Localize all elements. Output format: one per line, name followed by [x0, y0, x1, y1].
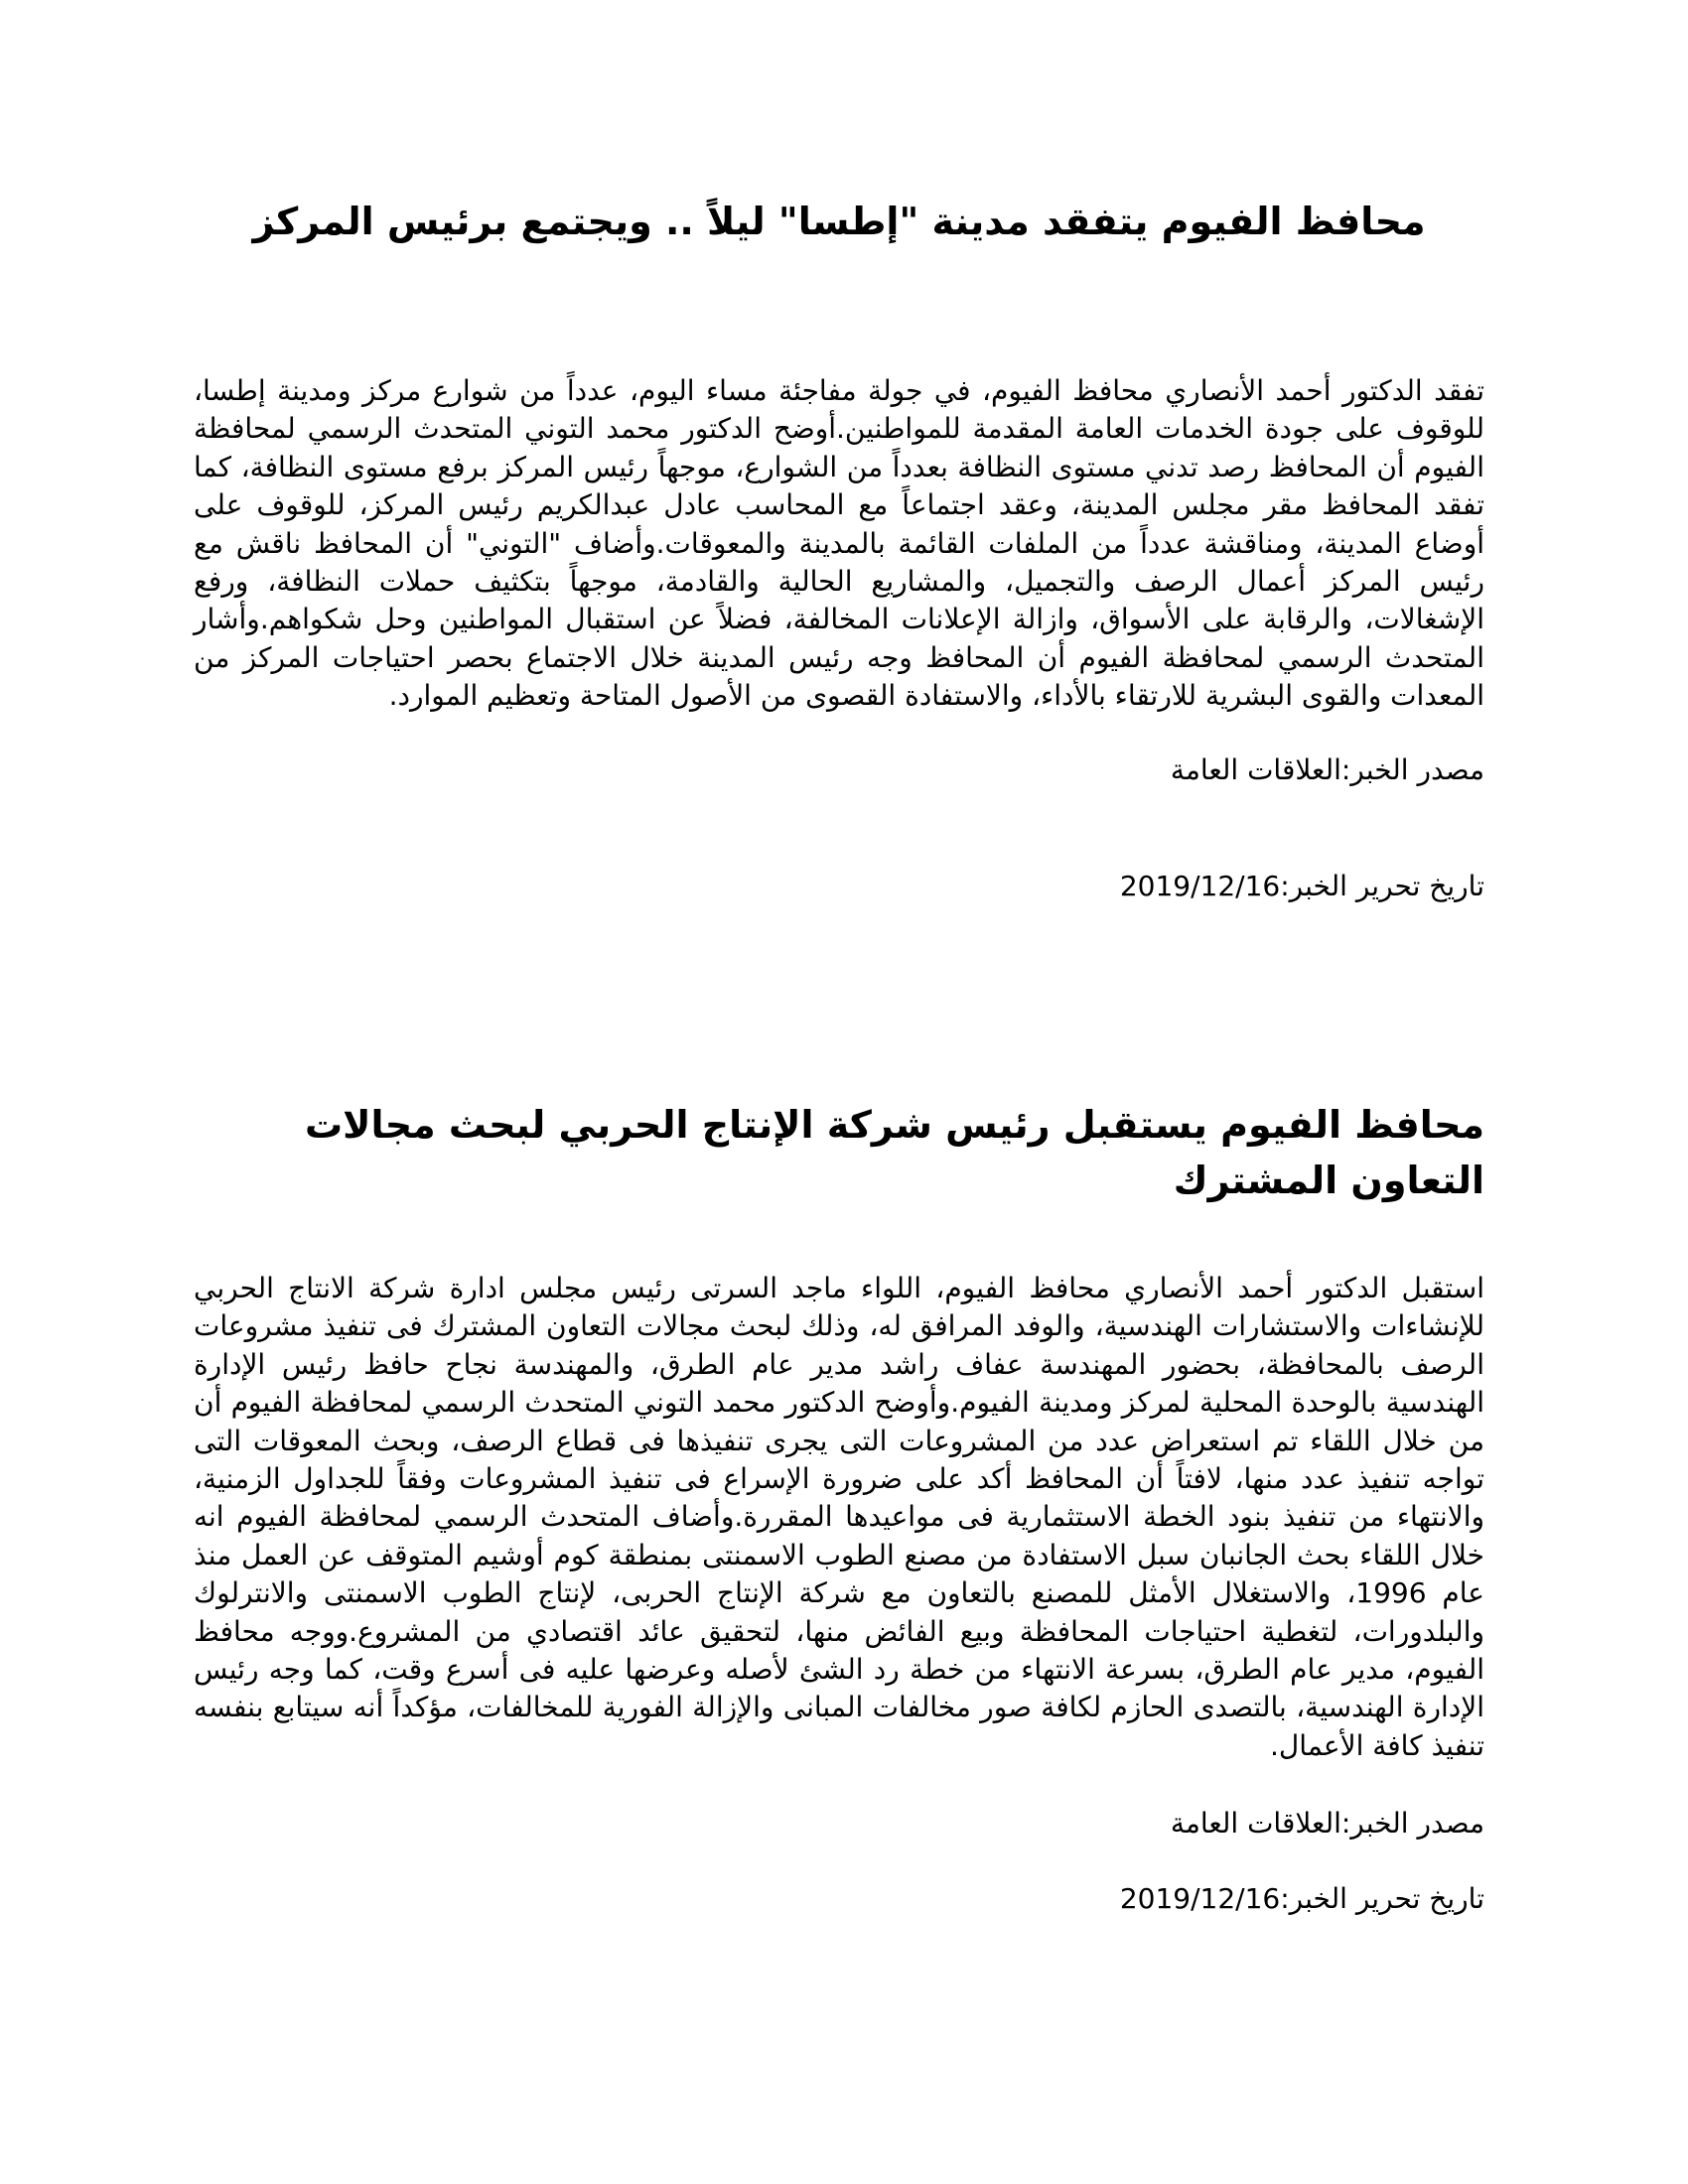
article-date: تاريخ تحرير الخبر:2019/12/16 [1119, 869, 1484, 902]
article-title: محافظ الفيوم يستقبل رئيس شركة الإنتاج الحربي لبحث مجالات التعاون المشترك [304, 1103, 1484, 1202]
news-article [194, 194, 1484, 905]
article-source: مصدر الخبر:العلاقات العامة [1170, 1807, 1484, 1841]
article-source: مصدر الخبر:العلاقات العامة [1170, 752, 1484, 786]
article-title: محافظ الفيوم يتفقد مدينة "إطسا" ليلاً .. ويجتمع برئيس المركز [252, 200, 1426, 243]
article-body: تفقد الدكتور أحمد الأنصاري محافظ الفيوم، في جولة مفاجئة مساء اليوم، عدداً من شوارع مركز ومدينة إطسا، للوقوف على جودة الخدمات العامة المقدمة للمواطنين.أوضح الدكتور محمد التوني المتحدث الرسمي لمحافظة الفيوم أن المحافظ رصد تدني مستوى النظافة بعدداً من الشوارع، موجهاً رئيس المركز برفع مستوى النظافة، كما تفقد المحافظ مقر مجلس المدينة، وعقد اجتماعاً مع المحاسب عادل عبدالكريم رئيس المركز، للوقوف على أوضاع المدينة، ومناقشة عدداً من الملفات القائمة بالمدينة والمعوقات.وأضاف "التوني" أن المحافظ ناقش مع رئيس المركز أعمال الرصف والتجميل، والمشاريع الحالية والقادمة، موجهاً بتكثيف حملات النظافة، ورفع الإشغالات، والرقابة على الأسواق، وازالة الإعلانات المخالفة، فضلاً عن استقبال المواطنين وحل شكواهم.وأشار المتحدث الرسمي لمحافظة الفيوم أن المحافظ وجه رئيس المدينة خلال الاجتماع بحصر احتياجات المركز من المعدات والقوى البشرية للارتقاء بالأداء، والاستفادة القصوى من الأصول المتاحة وتعظيم الموارد. [194, 374, 1484, 713]
article-body: استقبل الدكتور أحمد الأنصاري محافظ الفيوم، اللواء ماجد السرتى رئيس مجلس ادارة شركة الانتاج الحربي للإنشاءات والاستشارات الهندسية، والوفد المرافق له، وذلك لبحث مجالات التعاون المشترك فى تنفيذ مشروعات الرصف بالمحافظة، بحضور المهندسة عفاف راشد مدير عام الطرق، والمهندسة نجاح حافظ رئيس الإدارة الهندسية بالوحدة المحلية لمركز ومدينة الفيوم.وأوضح الدكتور محمد التوني المتحدث الرسمي لمحافظة الفيوم أن من خلال اللقاء تم استعراض عدد من المشروعات التى يجرى تنفيذها فى قطاع الرصف، وبحث المعوقات التى تواجه تنفيذ عدد منها، لافتاً أن المحافظ أكد على ضرورة الإسراع فى تنفيذ المشروعات وفقاً للجداول الزمنية، والانتهاء من تنفيذ بنود الخطة الاستثمارية فى مواعيدها المقررة.وأضاف المتحدث الرسمي لمحافظة الفيوم انه خلال اللقاء بحث الجانبان سبل الاستفادة من مصنع الطوب الاسمنتى بمنطقة كوم أوشيم المتوقف عن العمل منذ عام 1996، والاستغلال الأمثل للمصنع بالتعاون مع شركة الإنتاج الحربى، لإنتاج الطوب الاسمنتى والانترلوك والبلدورات، لتغطية احتياجات المحافظة وبيع الفائض منها، لتحقيق عائد اقتصادي من المشروع.ووجه محافظ الفيوم، مدير عام الطرق، بسرعة الانتهاء من خطة رد الشئ لأصله وعرضها عليه فى أسرع وقت، كما وجه رئيس الإدارة الهندسية، بالتصدى الحازم لكافة صور مخالفات المبانى والإزالة الفورية للمخالفات، مؤكداً أنه سيتابع بنفسه تنفيذ كافة الأعمال. [194, 1272, 1484, 1762]
article-date: تاريخ تحرير الخبر:2019/12/16 [1119, 1882, 1484, 1916]
news-article [194, 1097, 1484, 1918]
